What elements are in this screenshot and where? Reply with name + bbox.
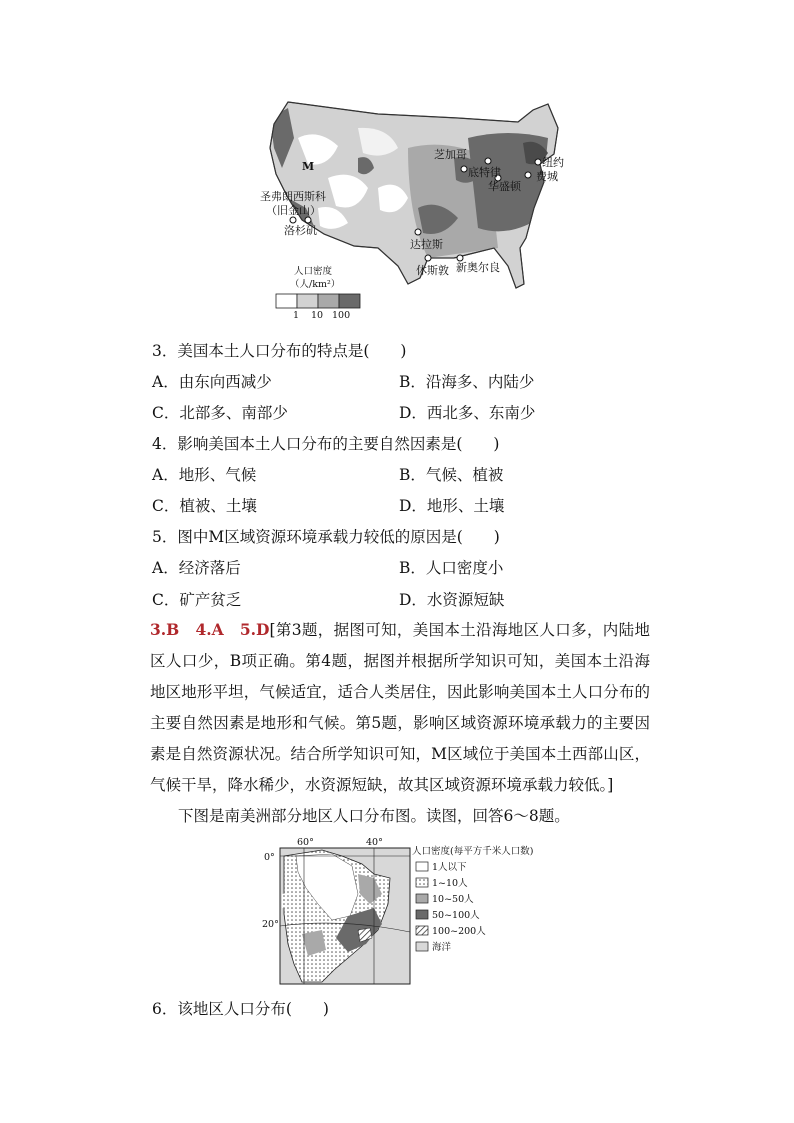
sa-legend-swatch-3: [416, 894, 428, 903]
question-3-option-b: B．沿海多、内陆少: [399, 373, 535, 391]
lon-label-60: 60°: [297, 837, 314, 848]
question-5-stem: 5．图中M区域资源环境承载力较低的原因是( ): [152, 528, 500, 546]
question-5-option-a: A．经济落后: [152, 559, 241, 577]
south-america-intro: 下图是南美洲部分地区人口分布图。读图，回答6～8题。: [178, 807, 570, 825]
city-dot-philadelphia: [525, 172, 531, 178]
city-label-houston: 休斯敦: [416, 264, 449, 277]
answer-text: [第3题，据图可知，美国本土沿海地区人口多，内陆地区人口少，B项正确。第4题，据图并根据所学知识可知，美国本土沿海地区地形平坦，气候适宜，适合人类居住，因此影响美国本土人口分布的主要自然因素是地形和气候。第5题，影响区域资源环境承载力的主要因素是自然资源状况。结合所学知识可知，M区域位于美国本土西部山区，气候干旱，降水稀少，水资源短缺，故其区域资源环境承载力较低。]: [150, 621, 650, 794]
city-dot-detroit: [461, 166, 467, 172]
city-label-chicago: 芝加哥: [434, 148, 467, 161]
legend-swatch-3: [318, 294, 339, 308]
city-dot-newyork: [535, 159, 541, 165]
legend-tick-100: 100: [332, 310, 351, 320]
lat-label-0: 0°: [264, 852, 275, 863]
sa-legend-swatch-2: [416, 878, 428, 887]
sa-legend-title: 人口密度(每平方千米人口数): [412, 846, 534, 857]
city-dot-chicago: [485, 158, 491, 164]
city-label-newyork: 纽约: [542, 156, 564, 169]
question-5-option-d: D．水资源短缺: [399, 591, 505, 609]
city-label-sf: 圣弗朗西斯科: [260, 190, 326, 203]
city-label-philadelphia: 费城: [536, 170, 558, 183]
sa-legend-label-6: 海洋: [432, 942, 452, 953]
sa-legend-swatch-6: [416, 942, 428, 951]
question-4-option-c: C．植被、土壤: [152, 497, 257, 515]
legend-tick-1: 1: [293, 310, 300, 320]
question-3-stem: 3．美国本土人口分布的特点是( ): [152, 342, 407, 360]
question-5-option-b: B．人口密度小: [399, 559, 504, 577]
question-4-option-b: B．气候、植被: [399, 466, 504, 484]
sa-legend-swatch-5: [416, 926, 428, 935]
legend-unit: （人/km²）: [290, 279, 341, 290]
city-dot-dallas: [415, 229, 421, 235]
legend-tick-10: 10: [311, 310, 324, 320]
question-3-option-c: C．北部多、南部少: [152, 404, 288, 422]
lat-label-20: 20°: [262, 919, 279, 930]
sa-legend-swatch-1: [416, 862, 428, 871]
city-label-dallas: 达拉斯: [410, 238, 443, 251]
sa-legend-label-2: 1~10人: [432, 878, 468, 889]
city-label-la: 洛杉矶: [284, 224, 317, 237]
city-label-sf-alt: （旧金山）: [266, 204, 321, 217]
us-map-legend: [276, 265, 360, 320]
us-population-map: [258, 98, 578, 320]
sa-legend-label-1: 1人以下: [432, 862, 467, 873]
sa-legend-label-4: 50~100人: [432, 910, 480, 921]
city-dot-la: [305, 217, 311, 223]
south-america-legend: [412, 845, 533, 953]
city-label-washington: 华盛顿: [488, 180, 521, 193]
region-m-label: M: [302, 160, 315, 173]
question-3-option-a: A．由东向西减少: [152, 373, 272, 391]
city-dot-houston: [425, 255, 431, 261]
city-label-neworleans: 新奥尔良: [456, 261, 500, 274]
question-3-option-d: D．西北多、东南少: [399, 404, 536, 422]
question-4-option-d: D．地形、土壤: [399, 497, 505, 515]
city-label-detroit: 底特律: [468, 166, 501, 179]
question-5-option-c: C．矿产贫乏: [152, 591, 242, 609]
sa-legend-label-3: 10~50人: [432, 894, 474, 905]
south-america-population-map: [262, 834, 562, 988]
answer-key: 3.B 4.A 5.D: [150, 620, 270, 639]
legend-title: 人口密度: [294, 266, 333, 277]
question-4-option-a: A．地形、气候: [152, 466, 257, 484]
legend-swatch-1: [276, 294, 297, 308]
lon-label-40: 40°: [366, 837, 383, 848]
question-4-stem: 4．影响美国本土人口分布的主要自然因素是( ): [152, 435, 500, 453]
legend-swatch-2: [297, 294, 318, 308]
question-6-stem: 6．该地区人口分布( ): [152, 1000, 329, 1018]
legend-swatch-4: [339, 294, 360, 308]
city-dot-sf: [290, 217, 296, 223]
sa-legend-swatch-4: [416, 910, 428, 919]
sa-legend-label-5: 100~200人: [432, 926, 486, 937]
answer-explanation: [150, 614, 650, 801]
